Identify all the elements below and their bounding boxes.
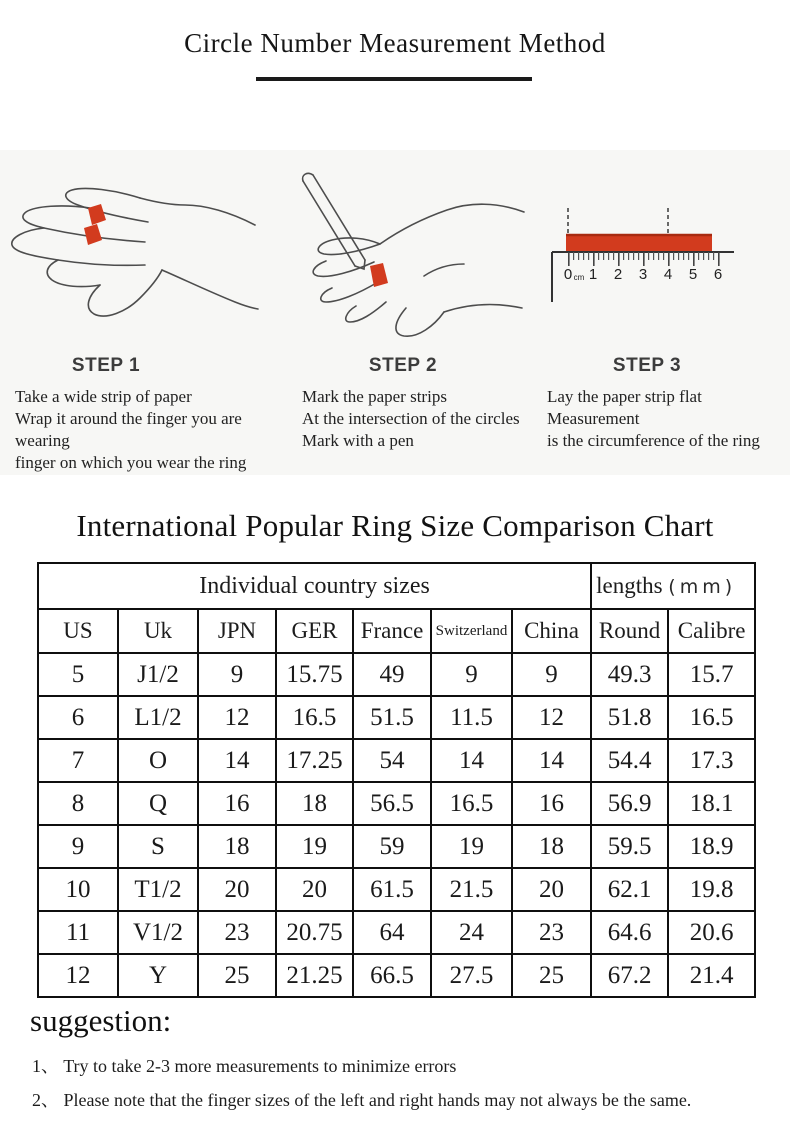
ruler-number: 5 bbox=[688, 266, 698, 283]
size-cell: 18 bbox=[276, 782, 353, 825]
size-cell: 5 bbox=[38, 653, 118, 696]
size-cell: 9 bbox=[38, 825, 118, 868]
size-cell: O bbox=[118, 739, 198, 782]
step-1-label: STEP 1 bbox=[71, 355, 141, 376]
size-row bbox=[38, 911, 755, 954]
size-cell: 11 bbox=[38, 911, 118, 954]
size-cell: 10 bbox=[38, 868, 118, 911]
step-2-line: At the intersection of the circles bbox=[302, 409, 520, 428]
size-cell: Q bbox=[118, 782, 198, 825]
paper-strip-flat bbox=[566, 234, 712, 251]
size-cell: 14 bbox=[512, 739, 591, 782]
ruler-number: 0 bbox=[563, 266, 573, 283]
ruler-illustration bbox=[534, 150, 790, 355]
size-cell: 7 bbox=[38, 739, 118, 782]
size-cell: 51.5 bbox=[353, 696, 431, 739]
suggestion-item-text: Try to take 2-3 more measurements to minimize errors bbox=[63, 1056, 457, 1076]
step-1-line: finger on which you wear the ring bbox=[15, 453, 247, 472]
size-cell: 12 bbox=[198, 696, 276, 739]
size-cell: 49.3 bbox=[591, 653, 668, 696]
size-cell: 51.8 bbox=[591, 696, 668, 739]
hand-with-pen-illustration bbox=[272, 150, 534, 355]
suggestion-item bbox=[32, 1052, 782, 1078]
step-3-line: Measurement bbox=[547, 409, 640, 428]
size-cell: 56.9 bbox=[591, 782, 668, 825]
size-cell: 64.6 bbox=[591, 911, 668, 954]
size-cell: 56.5 bbox=[353, 782, 431, 825]
suggestion-item-marker: 2、 bbox=[32, 1090, 59, 1110]
size-cell: 9 bbox=[431, 653, 512, 696]
size-cell: 59.5 bbox=[591, 825, 668, 868]
column-header-ger: GER bbox=[276, 609, 353, 653]
size-cell: 20 bbox=[198, 868, 276, 911]
size-cell: 12 bbox=[512, 696, 591, 739]
size-cell: 23 bbox=[512, 911, 591, 954]
size-cell: L1/2 bbox=[118, 696, 198, 739]
column-header-jpn: JPN bbox=[198, 609, 276, 653]
size-cell: Y bbox=[118, 954, 198, 997]
size-cell: 16.5 bbox=[431, 782, 512, 825]
size-row bbox=[38, 739, 755, 782]
size-cell: 17.25 bbox=[276, 739, 353, 782]
column-header-switzerland: Switzerland bbox=[431, 609, 512, 653]
size-cell: 16 bbox=[198, 782, 276, 825]
column-header-us: US bbox=[38, 609, 118, 653]
size-row bbox=[38, 653, 755, 696]
size-cell: 18.1 bbox=[668, 782, 755, 825]
column-header-china: China bbox=[512, 609, 591, 653]
step-2-column bbox=[272, 150, 534, 475]
size-row bbox=[38, 782, 755, 825]
step-2-line: Mark with a pen bbox=[302, 431, 414, 450]
size-cell: 21.4 bbox=[668, 954, 755, 997]
column-header-france: France bbox=[353, 609, 431, 653]
group-header-countries: Individual country sizes bbox=[38, 563, 591, 609]
ruler-numbers bbox=[564, 266, 722, 283]
ruler-number: 4 bbox=[663, 266, 673, 283]
size-cell: 14 bbox=[431, 739, 512, 782]
suggestion-item bbox=[32, 1086, 782, 1112]
size-cell: 14 bbox=[198, 739, 276, 782]
size-cell: 9 bbox=[198, 653, 276, 696]
lengths-unit: (mm) bbox=[668, 576, 737, 598]
size-cell: 18.9 bbox=[668, 825, 755, 868]
ring-size-table bbox=[37, 562, 756, 998]
size-cell: 61.5 bbox=[353, 868, 431, 911]
size-cell: 15.75 bbox=[276, 653, 353, 696]
size-cell: 67.2 bbox=[591, 954, 668, 997]
lengths-label: lengths bbox=[596, 573, 663, 598]
size-cell: 21.5 bbox=[431, 868, 512, 911]
size-cell: 23 bbox=[198, 911, 276, 954]
size-cell: 11.5 bbox=[431, 696, 512, 739]
size-cell: V1/2 bbox=[118, 911, 198, 954]
step-1-line: Take a wide strip of paper bbox=[15, 387, 192, 406]
paper-strip-red-mark bbox=[370, 263, 388, 287]
paper-strip-red-mark bbox=[84, 224, 102, 245]
size-cell: 66.5 bbox=[353, 954, 431, 997]
step-2-label: STEP 2 bbox=[368, 355, 438, 376]
size-row bbox=[38, 868, 755, 911]
measurement-steps-section bbox=[0, 150, 790, 475]
size-cell: 12 bbox=[38, 954, 118, 997]
size-cell: 8 bbox=[38, 782, 118, 825]
step-3-label: STEP 3 bbox=[612, 355, 682, 376]
size-cell: 16 bbox=[512, 782, 591, 825]
suggestion-title: suggestion: bbox=[30, 1003, 172, 1038]
size-cell: T1/2 bbox=[118, 868, 198, 911]
group-header-lengths bbox=[591, 563, 755, 609]
size-cell: 64 bbox=[353, 911, 431, 954]
step-2-line: Mark the paper strips bbox=[302, 387, 447, 406]
size-cell: 18 bbox=[512, 825, 591, 868]
size-cell: 19 bbox=[276, 825, 353, 868]
size-cell: 21.25 bbox=[276, 954, 353, 997]
step-1-column bbox=[0, 150, 272, 475]
size-cell: 54 bbox=[353, 739, 431, 782]
ruler-unit-label: cm bbox=[573, 273, 585, 282]
size-cell: 24 bbox=[431, 911, 512, 954]
size-cell: 25 bbox=[512, 954, 591, 997]
size-cell: 15.7 bbox=[668, 653, 755, 696]
page-title: Circle Number Measurement Method bbox=[184, 28, 606, 58]
size-cell: 18 bbox=[198, 825, 276, 868]
size-cell: 59 bbox=[353, 825, 431, 868]
size-cell: 27.5 bbox=[431, 954, 512, 997]
size-cell: S bbox=[118, 825, 198, 868]
size-cell: 17.3 bbox=[668, 739, 755, 782]
ruler-number: 2 bbox=[613, 266, 623, 283]
size-cell: 20 bbox=[276, 868, 353, 911]
ruler-number: 1 bbox=[588, 266, 598, 283]
step-3-text bbox=[547, 386, 790, 452]
size-row bbox=[38, 825, 755, 868]
hand-with-paper-strip-illustration bbox=[0, 150, 272, 355]
size-cell: 54.4 bbox=[591, 739, 668, 782]
step-2-text bbox=[302, 386, 534, 452]
column-header-uk: Uk bbox=[118, 609, 198, 653]
paper-strip-red-mark bbox=[88, 204, 106, 225]
suggestion-item-text: Please note that the finger sizes of the left and right hands may not always be the same. bbox=[63, 1090, 692, 1110]
column-header-calibre: Calibre bbox=[668, 609, 755, 653]
suggestion-item-marker: 1、 bbox=[32, 1056, 59, 1076]
size-cell: 19 bbox=[431, 825, 512, 868]
table-group-header-row bbox=[38, 563, 755, 609]
size-cell: 9 bbox=[512, 653, 591, 696]
size-cell: 20.6 bbox=[668, 911, 755, 954]
step-3-line: is the circumference of the ring bbox=[547, 431, 760, 450]
size-cell: 16.5 bbox=[276, 696, 353, 739]
size-cell: 20.75 bbox=[276, 911, 353, 954]
title-underline bbox=[256, 77, 532, 81]
size-cell: 6 bbox=[38, 696, 118, 739]
size-cell: 62.1 bbox=[591, 868, 668, 911]
chart-title: International Popular Ring Size Comparison Chart bbox=[76, 508, 714, 543]
size-row bbox=[38, 954, 755, 997]
size-table-body bbox=[38, 653, 755, 997]
size-row bbox=[38, 696, 755, 739]
size-cell: 20 bbox=[512, 868, 591, 911]
step-1-text bbox=[15, 386, 270, 474]
ruler-number: 3 bbox=[638, 266, 648, 283]
table-column-header-row bbox=[38, 609, 755, 653]
size-cell: 49 bbox=[353, 653, 431, 696]
size-cell: J1/2 bbox=[118, 653, 198, 696]
step-3-line: Lay the paper strip flat bbox=[547, 387, 702, 406]
ruler-number: 6 bbox=[713, 266, 723, 283]
column-header-round: Round bbox=[591, 609, 668, 653]
step-1-line: Wrap it around the finger you are wearing bbox=[15, 409, 242, 450]
step-3-column bbox=[534, 150, 790, 475]
size-cell: 19.8 bbox=[668, 868, 755, 911]
size-cell: 25 bbox=[198, 954, 276, 997]
size-cell: 16.5 bbox=[668, 696, 755, 739]
